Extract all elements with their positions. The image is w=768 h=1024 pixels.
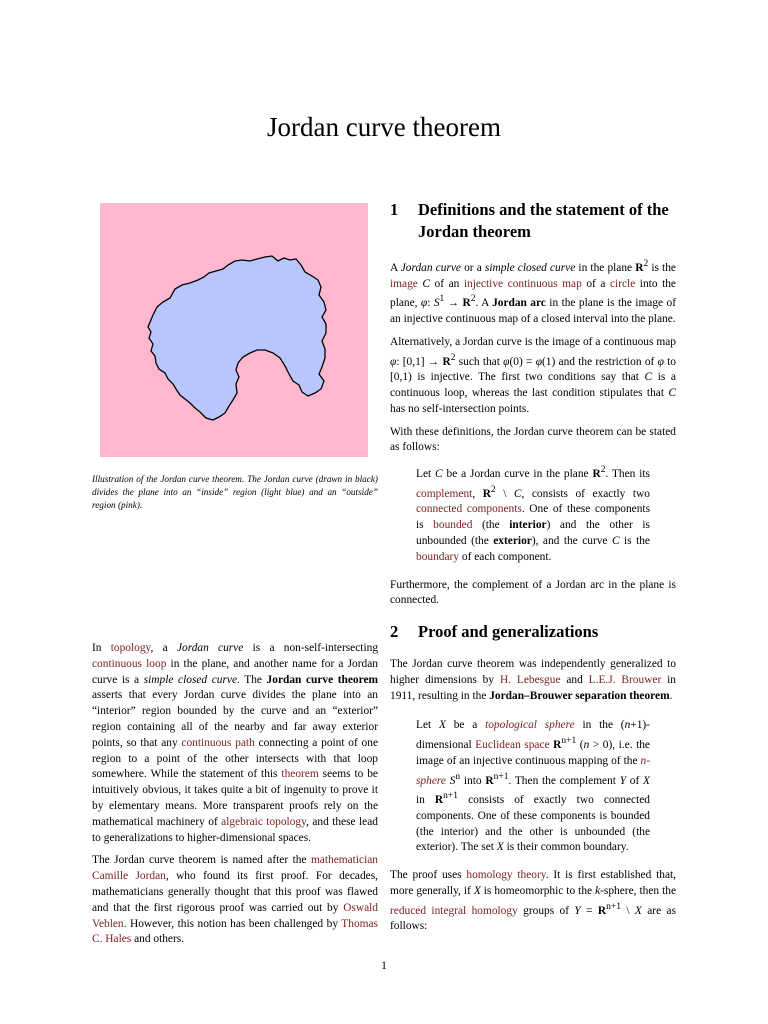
bold-term: Jordan–Brouwer separation theorem: [489, 689, 670, 702]
text: is homeomorphic to the: [480, 884, 596, 897]
text: The Jordan curve theorem was independently generalized to higher dimensions by: [390, 658, 676, 686]
superscript: n+1: [493, 771, 509, 782]
superscript: n+1: [606, 901, 621, 912]
link-topology[interactable]: topology: [110, 642, 151, 654]
emphasis: simple closed curve: [143, 673, 238, 686]
section-2-paragraph-2: [390, 868, 676, 935]
jordan-curve-illustration: [100, 203, 368, 457]
text: in: [416, 793, 435, 806]
text: \: [621, 904, 635, 917]
math-symbol: k: [595, 884, 601, 897]
link-complement[interactable]: complement: [416, 487, 473, 500]
math-symbol: R: [482, 487, 491, 500]
text: and others.: [131, 933, 185, 946]
text: has no self-intersection points.: [390, 402, 530, 415]
text: : [0,1] →: [396, 355, 443, 368]
math-symbol: R: [597, 904, 607, 917]
page-number: 1: [381, 958, 387, 972]
math-symbol: R: [635, 261, 644, 274]
superscript: n+1: [443, 791, 459, 802]
section-title: Proof and generalizations: [418, 622, 599, 641]
section-1-heading: [390, 199, 676, 243]
link-n-sphere[interactable]: n-sphere: [416, 754, 650, 787]
emphasis: simple closed curve: [484, 261, 576, 274]
math-symbol: R: [553, 738, 562, 751]
link-circle[interactable]: circle: [609, 277, 636, 290]
text: (the: [472, 519, 510, 532]
math-symbol: R: [485, 774, 494, 787]
math-symbol: S: [449, 774, 456, 787]
text: Let: [416, 719, 439, 732]
bold-term: Jordan arc: [492, 297, 546, 310]
theorem-statement: [416, 463, 650, 565]
link-oswald-veblen[interactable]: Oswald Veblen: [92, 901, 378, 930]
math-symbol: C: [611, 534, 620, 547]
section-1-paragraph-2: [390, 335, 676, 418]
text: such that: [455, 355, 504, 368]
math-symbol: X: [634, 904, 642, 917]
caption-text: Illustration of the Jordan curve theorem. The Jordan curve (drawn in black) divides the plane into an “inside” region (light blue) and an “outside” region (pink).: [92, 474, 378, 510]
link-continuous-loop[interactable]: continuous loop: [92, 657, 167, 670]
math-symbol: n: [624, 719, 631, 732]
text: , and these lead to generalizations to higher-dimensional spaces.: [92, 815, 378, 844]
superscript: n: [455, 771, 461, 782]
text: to [0,1) is injective. The first two conditions say that: [390, 355, 676, 384]
link-image[interactable]: image: [390, 277, 418, 290]
text: or a: [460, 261, 485, 274]
math-symbol: φ: [420, 297, 428, 310]
text: ) and the other is unbounded (the: [416, 519, 650, 547]
text: :: [427, 297, 434, 310]
math-symbol: R: [462, 297, 471, 310]
superscript: n+1: [561, 736, 577, 747]
superscript: 2: [470, 294, 476, 305]
section-2-heading: [390, 621, 676, 643]
math-symbol: φ: [503, 355, 510, 368]
link-continuous-map[interactable]: continuous map: [507, 277, 582, 290]
text: connecting a point of one region to a point of the other intersects with that loop somewhere. While the statement of this: [92, 736, 379, 781]
intro-paragraph-1: [92, 641, 378, 846]
text: and: [560, 673, 589, 686]
section-2-paragraph-1: [390, 657, 676, 704]
math-symbol: R: [442, 355, 451, 368]
intro-column: [92, 641, 378, 955]
text: is their common boundary.: [503, 841, 629, 854]
section-2: [390, 621, 676, 942]
text: , who found its first proof. For decades, mathematicians generally thought that this proof was flawed and that the first rigorous proof was carried out by: [92, 870, 378, 914]
superscript: 1: [439, 294, 445, 305]
math-symbol: C: [435, 467, 443, 480]
superscript: 2: [490, 484, 496, 495]
text: of each component.: [459, 550, 552, 563]
text: is the: [648, 261, 676, 274]
math-symbol: X: [473, 884, 481, 897]
section-1: [390, 199, 676, 616]
text: . Then the complement: [508, 774, 620, 787]
link-euclidean-space[interactable]: Euclidean space: [475, 738, 550, 751]
section-title: Definitions and the statement of the Jordan theorem: [418, 200, 669, 241]
text: of a: [581, 277, 610, 290]
section-number: 1: [390, 200, 399, 219]
jordan-brouwer-statement: [416, 718, 650, 856]
link-theorem[interactable]: theorem: [281, 768, 319, 781]
link-topological-sphere[interactable]: topological sphere: [485, 719, 575, 732]
text: +1)-dimensional: [416, 719, 650, 751]
math-symbol: C: [644, 371, 653, 384]
text: is a non-self-intersecting: [243, 642, 379, 654]
text: of: [626, 774, 644, 787]
link-lebesgue[interactable]: H. Lebesgue: [499, 673, 561, 686]
text: (0) =: [509, 355, 536, 368]
text: in the plane is the image of an injective continuous map of a closed interval into the plane.: [390, 297, 676, 325]
text: of an: [430, 277, 464, 290]
text: →: [444, 297, 463, 310]
math-symbol: Y: [619, 774, 627, 787]
math-symbol: φ: [390, 355, 397, 368]
bold-term: exterior: [493, 534, 532, 547]
text: in 1911, resulting in the: [390, 673, 676, 702]
text: asserts that every Jordan curve divides the plane into an “interior” region bounded by the curve and an “exterior” region containing all of the nearby and far away exterior points, so that any: [92, 689, 378, 749]
link-thomas-hales[interactable]: Thomas C. Hales: [92, 917, 378, 946]
link-injective[interactable]: injective: [463, 277, 504, 290]
link-mathematician[interactable]: mathematician: [310, 854, 378, 867]
jordan-curve-figure: [100, 203, 368, 457]
section-1-paragraph-3: With these definitions, the Jordan curve theorem can be stated as follows:: [390, 425, 676, 454]
link-boundary[interactable]: boundary: [416, 550, 460, 563]
text: . It is first established that, more generally, if: [390, 869, 677, 897]
text: In: [92, 642, 111, 654]
math-symbol: C: [513, 487, 522, 500]
math-symbol: X: [643, 774, 651, 787]
text: (: [576, 738, 584, 751]
text: in the (: [574, 719, 625, 732]
emphasis: Jordan curve: [176, 642, 244, 654]
bold-term: interior: [509, 519, 547, 532]
text: . A: [475, 297, 493, 310]
link-connected-components[interactable]: connected components: [416, 503, 522, 516]
figure-caption: [92, 473, 378, 512]
math-symbol: n: [583, 738, 590, 751]
superscript: 2: [600, 465, 606, 476]
text: , consists of exactly two: [521, 487, 650, 500]
text: The proof uses: [390, 869, 467, 882]
link-bounded[interactable]: bounded: [433, 519, 473, 532]
link-algebraic-topology[interactable]: algebraic topology: [221, 815, 307, 828]
text: are as follows:: [390, 904, 677, 933]
link-homology-theory[interactable]: homology theory: [466, 869, 546, 882]
text: be a: [445, 719, 486, 732]
text: > 0), i.e. the image of an injective continuous mapping of the: [416, 738, 650, 767]
math-symbol: R: [434, 793, 444, 806]
text: =: [580, 904, 598, 917]
text: into: [460, 774, 486, 787]
link-reduced-integral-homology[interactable]: reduced integral homology: [390, 904, 518, 917]
text: . However, this notion has been challenged by: [123, 917, 342, 930]
text: \: [495, 487, 514, 500]
text: in the plane: [575, 261, 636, 274]
section-number: 2: [390, 622, 399, 641]
text: . Then its: [605, 467, 650, 480]
math-symbol: Y: [574, 904, 581, 917]
text: be a Jordan curve in the plane: [442, 467, 593, 480]
math-symbol: C: [668, 386, 676, 399]
emphasis: Jordan curve: [400, 261, 461, 274]
text: is a continuous loop, whereas the last condition stipulates that: [390, 371, 676, 399]
math-symbol: φ: [657, 355, 664, 368]
text: Let: [416, 467, 436, 480]
text: in the plane, and another name for a Jordan curve is a: [92, 657, 378, 686]
intro-paragraph-2: [92, 853, 378, 948]
math-symbol: R: [592, 467, 601, 480]
math-symbol: φ: [535, 355, 542, 368]
section-1-paragraph-4: Furthermore, the complement of a Jordan arc in the plane is connected.: [390, 578, 676, 607]
text: .: [669, 689, 673, 702]
text: seems to be intuitively obvious, it takes quite a bit of ingenuity to prove it by elementary means. More transparent proofs rely on the mathematical machinery of: [92, 768, 378, 828]
text: A: [390, 261, 401, 274]
text: consists of exactly two connected components. One of these components is bounded (the interior) and the other is unbounded (the exterior). The set: [416, 793, 650, 854]
link-brouwer[interactable]: L.E.J. Brouwer: [588, 673, 662, 686]
text: ), and the curve: [531, 534, 612, 547]
text: , a: [150, 642, 177, 654]
math-symbol: S: [433, 297, 440, 310]
text: (1) and the restriction of: [542, 355, 658, 368]
math-symbol: X: [496, 841, 504, 854]
superscript: 2: [643, 259, 649, 269]
text: into the plane,: [390, 277, 676, 310]
text: is the: [619, 534, 650, 547]
text: . The: [237, 673, 267, 686]
math-symbol: X: [438, 719, 446, 732]
text: Alternatively, a Jordan curve is the image of a continuous map: [390, 335, 676, 348]
text: The Jordan curve theorem is named after the: [92, 854, 311, 867]
text: ,: [472, 487, 483, 500]
text: groups of: [517, 904, 575, 917]
link-camille-jordan[interactable]: Camille Jordan: [92, 870, 166, 883]
superscript: 2: [450, 352, 456, 363]
link-continuous-path[interactable]: continuous path: [181, 736, 255, 749]
math-symbol: C: [422, 277, 430, 290]
page-title: Jordan curve theorem: [267, 112, 501, 142]
bold-term: Jordan curve theorem: [266, 673, 378, 686]
section-1-paragraph-1: [390, 257, 676, 328]
text: -sphere, then the: [600, 884, 676, 897]
text: . One of these components is: [416, 503, 651, 532]
